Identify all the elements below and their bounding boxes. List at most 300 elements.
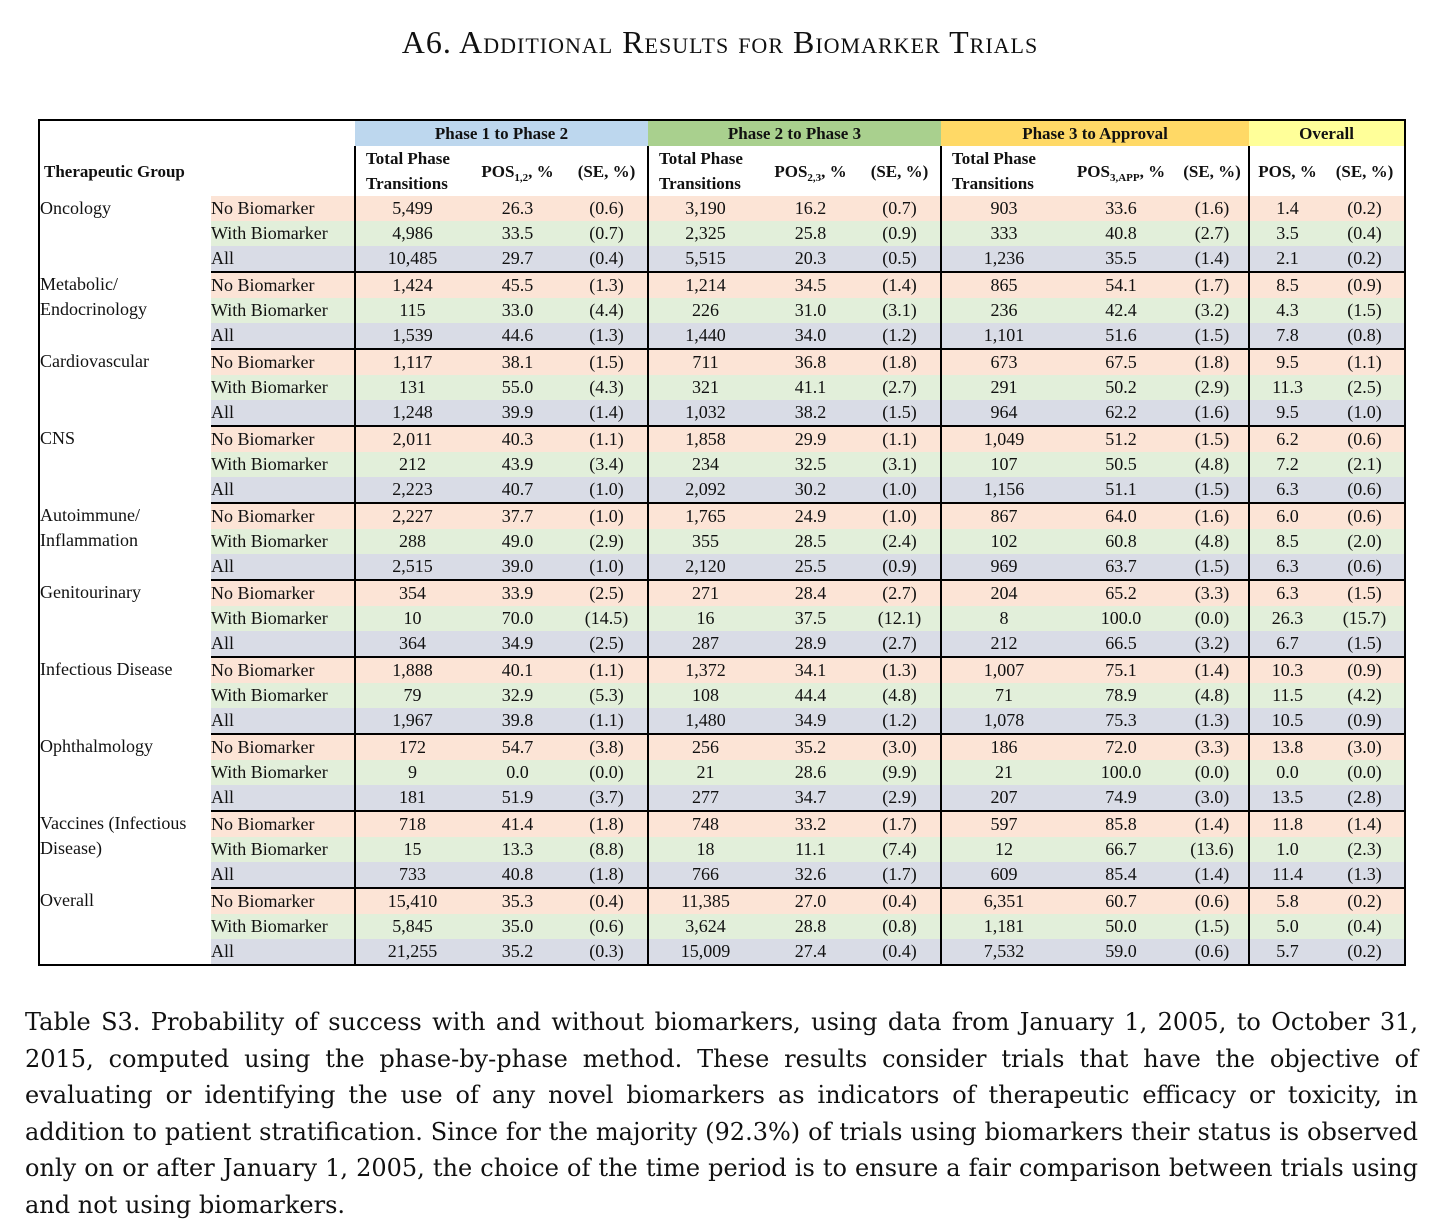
table-cell: 1,181 xyxy=(941,914,1066,939)
table-cell: (4.8) xyxy=(1176,683,1249,708)
table-cell: 72.0 xyxy=(1066,734,1176,760)
therapeutic-group-name: Oncology xyxy=(39,196,211,272)
table-cell: 234 xyxy=(648,452,762,477)
table-cell: (1.5) xyxy=(1176,554,1249,580)
biomarker-status-label: With Biomarker xyxy=(211,452,355,477)
table-cell: 62.2 xyxy=(1066,400,1176,426)
biomarker-status-label: With Biomarker xyxy=(211,914,355,939)
biomarker-status-label: All xyxy=(211,400,355,426)
biomarker-status-label: No Biomarker xyxy=(211,503,355,529)
total-phase-transitions-header: Total Phase Transitions xyxy=(941,146,1066,196)
table-cell: 40.3 xyxy=(469,426,566,452)
table-cell: 34.9 xyxy=(469,631,566,657)
therapeutic-group-name: Genitourinary xyxy=(39,580,211,657)
table-cell: 5,845 xyxy=(355,914,469,939)
table-cell: 45.5 xyxy=(469,272,566,298)
table-cell: (1.5) xyxy=(1176,477,1249,503)
table-cell: 43.9 xyxy=(469,452,566,477)
table-cell: (0.6) xyxy=(1176,888,1249,914)
table-cell: 39.9 xyxy=(469,400,566,426)
table-cell: 204 xyxy=(941,580,1066,606)
table-cell: 15,410 xyxy=(355,888,469,914)
table-cell: 1,032 xyxy=(648,400,762,426)
table-cell: 2,120 xyxy=(648,554,762,580)
table-cell: 27.4 xyxy=(762,939,859,965)
table-cell: 50.5 xyxy=(1066,452,1176,477)
table-cell: 26.3 xyxy=(1249,606,1325,631)
table-cell: 1,156 xyxy=(941,477,1066,503)
table-cell: (1.2) xyxy=(859,323,941,349)
table-cell: 867 xyxy=(941,503,1066,529)
table-cell: (0.9) xyxy=(859,554,941,580)
table-cell: 186 xyxy=(941,734,1066,760)
table-cell: 131 xyxy=(355,375,469,400)
biomarker-status-label: All xyxy=(211,939,355,965)
table-row xyxy=(39,837,1405,862)
table-cell: 1,078 xyxy=(941,708,1066,734)
table-cell: (1.1) xyxy=(859,426,941,452)
table-row xyxy=(39,452,1405,477)
table-cell: (2.9) xyxy=(1176,375,1249,400)
table-cell: 1,236 xyxy=(941,246,1066,272)
table-cell: 865 xyxy=(941,272,1066,298)
table-cell: 33.5 xyxy=(469,221,566,246)
table-cell: 35.0 xyxy=(469,914,566,939)
table-cell: 733 xyxy=(355,862,469,888)
table-cell: (2.7) xyxy=(859,375,941,400)
total-phase-transitions-header: Total Phase Transitions xyxy=(648,146,762,196)
table-cell: 54.1 xyxy=(1066,272,1176,298)
table-row xyxy=(39,246,1405,272)
table-cell: 8.5 xyxy=(1249,272,1325,298)
table-cell: (2.4) xyxy=(859,529,941,554)
table-cell: 15,009 xyxy=(648,939,762,965)
table-cell: 35.2 xyxy=(469,939,566,965)
table-cell: (0.8) xyxy=(1325,323,1405,349)
table-row xyxy=(39,657,1405,683)
table-cell: 11,385 xyxy=(648,888,762,914)
table-cell: 3,190 xyxy=(648,196,762,221)
table-cell: 32.6 xyxy=(762,862,859,888)
pos-header: $POS_{1,2}$, % xyxy=(481,161,554,184)
table-cell: 1,101 xyxy=(941,323,1066,349)
table-row xyxy=(39,323,1405,349)
table-cell: 21,255 xyxy=(355,939,469,965)
biomarker-status-label: All xyxy=(211,554,355,580)
table-cell: 5.0 xyxy=(1249,914,1325,939)
table-cell: 6.3 xyxy=(1249,554,1325,580)
table-row xyxy=(39,554,1405,580)
table-row xyxy=(39,760,1405,785)
table-cell: 0.0 xyxy=(469,760,566,785)
table-row xyxy=(39,683,1405,708)
therapeutic-group-name: Vaccines (Infectious Disease) xyxy=(39,811,211,888)
table-cell: 44.4 xyxy=(762,683,859,708)
table-row xyxy=(39,914,1405,939)
table-cell: (1.3) xyxy=(859,657,941,683)
table-cell: 25.8 xyxy=(762,221,859,246)
table-cell: (3.2) xyxy=(1176,631,1249,657)
biomarker-status-label: No Biomarker xyxy=(211,580,355,606)
table-cell: (0.2) xyxy=(1325,246,1405,272)
pos-header: $POS_{3,APP}$, % xyxy=(1076,161,1166,184)
table-cell: (0.9) xyxy=(1325,708,1405,734)
table-row xyxy=(39,196,1405,221)
biomarker-status-label: All xyxy=(211,631,355,657)
table-cell: (4.8) xyxy=(1176,529,1249,554)
biomarker-status-label: No Biomarker xyxy=(211,349,355,375)
table-cell: 60.7 xyxy=(1066,888,1176,914)
table-cell: 60.8 xyxy=(1066,529,1176,554)
table-cell: 79 xyxy=(355,683,469,708)
table-cell: 34.9 xyxy=(762,708,859,734)
table-cell: 100.0 xyxy=(1066,760,1176,785)
table-cell: 18 xyxy=(648,837,762,862)
table-cell: 226 xyxy=(648,298,762,323)
table-cell: (0.6) xyxy=(1176,939,1249,965)
table-cell: 2,325 xyxy=(648,221,762,246)
table-cell: 66.7 xyxy=(1066,837,1176,862)
table-cell: (3.1) xyxy=(859,452,941,477)
table-cell: (2.3) xyxy=(1325,837,1405,862)
table-cell: (2.5) xyxy=(566,631,648,657)
se-header: (SE, %) xyxy=(577,161,636,181)
biomarker-status-label: All xyxy=(211,246,355,272)
table-cell: 748 xyxy=(648,811,762,837)
table-cell: (1.7) xyxy=(1176,272,1249,298)
table-cell: (1.6) xyxy=(1176,196,1249,221)
se-header: (SE, %) xyxy=(1183,161,1241,181)
table-cell: (1.5) xyxy=(1176,323,1249,349)
table-cell: 11.5 xyxy=(1249,683,1325,708)
table-cell: 36.8 xyxy=(762,349,859,375)
table-cell: 38.2 xyxy=(762,400,859,426)
biomarker-status-label: All xyxy=(211,477,355,503)
table-row xyxy=(39,631,1405,657)
results-table xyxy=(38,119,1406,966)
table-cell: 13.8 xyxy=(1249,734,1325,760)
table-cell: (1.1) xyxy=(566,708,648,734)
table-cell: (1.0) xyxy=(566,554,648,580)
table-cell: 34.1 xyxy=(762,657,859,683)
table-cell: 28.8 xyxy=(762,914,859,939)
table-cell: 75.3 xyxy=(1066,708,1176,734)
table-cell: (1.5) xyxy=(1325,631,1405,657)
table-cell: 364 xyxy=(355,631,469,657)
table-cell: 37.7 xyxy=(469,503,566,529)
therapeutic-group-name: Overall xyxy=(39,888,211,965)
table-row xyxy=(39,272,1405,298)
table-cell: (4.4) xyxy=(566,298,648,323)
table-cell: 40.8 xyxy=(1066,221,1176,246)
table-cell: (13.6) xyxy=(1176,837,1249,862)
table-cell: (0.4) xyxy=(859,888,941,914)
therapeutic-group-name: Metabolic/ Endocrinology xyxy=(39,272,211,349)
table-cell: (7.4) xyxy=(859,837,941,862)
biomarker-status-label: All xyxy=(211,785,355,811)
pos-overall-header: POS, % xyxy=(1249,146,1325,196)
table-cell: 41.1 xyxy=(762,375,859,400)
table-cell: 41.4 xyxy=(469,811,566,837)
table-cell: 32.9 xyxy=(469,683,566,708)
table-cell: 1.0 xyxy=(1249,837,1325,862)
table-cell: 6.3 xyxy=(1249,580,1325,606)
table-cell: 11.4 xyxy=(1249,862,1325,888)
table-cell: 63.7 xyxy=(1066,554,1176,580)
table-cell: 277 xyxy=(648,785,762,811)
table-cell: 766 xyxy=(648,862,762,888)
table-cell: 70.0 xyxy=(469,606,566,631)
table-cell: 291 xyxy=(941,375,1066,400)
table-cell: (1.4) xyxy=(566,400,648,426)
table-cell: (0.7) xyxy=(566,221,648,246)
table-cell: (0.9) xyxy=(1325,272,1405,298)
table-row xyxy=(39,606,1405,631)
table-cell: 1,214 xyxy=(648,272,762,298)
therapeutic-group-header: Therapeutic Group xyxy=(44,161,185,181)
phase-1-to-2-header: Phase 1 to Phase 2 xyxy=(355,120,648,146)
table-cell: 31.0 xyxy=(762,298,859,323)
table-cell: 8.5 xyxy=(1249,529,1325,554)
table-cell: (0.5) xyxy=(859,246,941,272)
table-cell: (1.3) xyxy=(1176,708,1249,734)
table-cell: 11.1 xyxy=(762,837,859,862)
table-cell: (0.8) xyxy=(859,914,941,939)
table-cell: 21 xyxy=(648,760,762,785)
table-cell: (2.7) xyxy=(1176,221,1249,246)
biomarker-status-label: No Biomarker xyxy=(211,734,355,760)
table-cell: (14.5) xyxy=(566,606,648,631)
table-cell: (1.4) xyxy=(1325,811,1405,837)
table-cell: (0.4) xyxy=(566,888,648,914)
pos-header: $POS_{2,3}$, % xyxy=(774,161,847,184)
table-cell: 29.7 xyxy=(469,246,566,272)
table-cell: 21 xyxy=(941,760,1066,785)
table-cell: 1,858 xyxy=(648,426,762,452)
table-cell: 42.4 xyxy=(1066,298,1176,323)
table-cell: 39.0 xyxy=(469,554,566,580)
table-cell: (1.8) xyxy=(1176,349,1249,375)
table-cell: (1.5) xyxy=(1325,298,1405,323)
table-cell: 37.5 xyxy=(762,606,859,631)
table-cell: (4.3) xyxy=(566,375,648,400)
table-cell: (0.6) xyxy=(1325,554,1405,580)
table-cell: (2.0) xyxy=(1325,529,1405,554)
biomarker-status-label: No Biomarker xyxy=(211,811,355,837)
table-cell: 26.3 xyxy=(469,196,566,221)
table-cell: 1,440 xyxy=(648,323,762,349)
table-cell: 29.9 xyxy=(762,426,859,452)
table-cell: 6,351 xyxy=(941,888,1066,914)
table-cell: (0.4) xyxy=(1325,914,1405,939)
table-cell: 2,227 xyxy=(355,503,469,529)
table-cell: (3.8) xyxy=(566,734,648,760)
table-cell: (1.2) xyxy=(859,708,941,734)
table-cell: 55.0 xyxy=(469,375,566,400)
table-cell: 25.5 xyxy=(762,554,859,580)
table-cell: 28.4 xyxy=(762,580,859,606)
table-cell: (4.8) xyxy=(859,683,941,708)
table-body xyxy=(39,196,1405,965)
table-cell: (1.3) xyxy=(566,272,648,298)
table-cell: 13.3 xyxy=(469,837,566,862)
table-cell: 1,372 xyxy=(648,657,762,683)
table-cell: 5,499 xyxy=(355,196,469,221)
table-cell: 1,539 xyxy=(355,323,469,349)
table-cell: (1.1) xyxy=(566,657,648,683)
table-cell: (0.9) xyxy=(1325,657,1405,683)
table-cell: (0.4) xyxy=(1325,221,1405,246)
table-cell: (1.0) xyxy=(566,477,648,503)
table-cell: 7,532 xyxy=(941,939,1066,965)
table-cell: (1.5) xyxy=(1176,914,1249,939)
table-cell: 40.8 xyxy=(469,862,566,888)
table-cell: (1.4) xyxy=(1176,811,1249,837)
table-cell: 34.5 xyxy=(762,272,859,298)
table-cell: 4,986 xyxy=(355,221,469,246)
table-cell: (4.8) xyxy=(1176,452,1249,477)
biomarker-status-label: With Biomarker xyxy=(211,298,355,323)
table-cell: 30.2 xyxy=(762,477,859,503)
table-row xyxy=(39,888,1405,914)
table-cell: 6.7 xyxy=(1249,631,1325,657)
table-cell: 969 xyxy=(941,554,1066,580)
table-cell: 85.4 xyxy=(1066,862,1176,888)
table-cell: 28.9 xyxy=(762,631,859,657)
table-cell: (3.4) xyxy=(566,452,648,477)
table-cell: (1.8) xyxy=(566,811,648,837)
table-cell: 609 xyxy=(941,862,1066,888)
table-cell: (2.9) xyxy=(859,785,941,811)
table-cell: (1.0) xyxy=(1325,400,1405,426)
biomarker-status-label: With Biomarker xyxy=(211,375,355,400)
table-cell: 102 xyxy=(941,529,1066,554)
therapeutic-group-name: Cardiovascular xyxy=(39,349,211,426)
table-cell: 67.5 xyxy=(1066,349,1176,375)
table-cell: (9.9) xyxy=(859,760,941,785)
table-cell: 51.2 xyxy=(1066,426,1176,452)
table-cell: 12 xyxy=(941,837,1066,862)
table-row xyxy=(39,400,1405,426)
biomarker-status-label: With Biomarker xyxy=(211,606,355,631)
table-cell: 236 xyxy=(941,298,1066,323)
table-cell: (3.7) xyxy=(566,785,648,811)
table-cell: (1.3) xyxy=(566,323,648,349)
table-cell: (1.0) xyxy=(566,503,648,529)
table-cell: 4.3 xyxy=(1249,298,1325,323)
table-cell: (2.7) xyxy=(859,580,941,606)
biomarker-status-label: All xyxy=(211,708,355,734)
table-cell: 51.1 xyxy=(1066,477,1176,503)
table-cell: 38.1 xyxy=(469,349,566,375)
biomarker-status-label: No Biomarker xyxy=(211,196,355,221)
table-cell: 27.0 xyxy=(762,888,859,914)
table-cell: 271 xyxy=(648,580,762,606)
table-cell: 11.8 xyxy=(1249,811,1325,837)
table-cell: (2.5) xyxy=(566,580,648,606)
therapeutic-group-name: Autoimmune/ Inflammation xyxy=(39,503,211,580)
table-cell: (2.8) xyxy=(1325,785,1405,811)
table-cell: 2,092 xyxy=(648,477,762,503)
biomarker-status-label: No Biomarker xyxy=(211,657,355,683)
biomarker-status-label: With Biomarker xyxy=(211,683,355,708)
table-cell: 1.4 xyxy=(1249,196,1325,221)
table-cell: 74.9 xyxy=(1066,785,1176,811)
biomarker-status-label: With Biomarker xyxy=(211,529,355,554)
table-cell: (0.6) xyxy=(1325,503,1405,529)
table-cell: 59.0 xyxy=(1066,939,1176,965)
table-cell: 1,248 xyxy=(355,400,469,426)
table-cell: 1,967 xyxy=(355,708,469,734)
table-cell: 115 xyxy=(355,298,469,323)
table-cell: 39.8 xyxy=(469,708,566,734)
table-cell: (0.2) xyxy=(1325,888,1405,914)
therapeutic-group-name: Infectious Disease xyxy=(39,657,211,734)
biomarker-status-label: No Biomarker xyxy=(211,426,355,452)
section-title: A6. Additional Results for Biomarker Trials xyxy=(401,24,1039,60)
table-cell: 181 xyxy=(355,785,469,811)
table-cell: 32.5 xyxy=(762,452,859,477)
table-cell: 1,424 xyxy=(355,272,469,298)
phase-header-row xyxy=(39,120,1405,146)
table-cell: 333 xyxy=(941,221,1066,246)
table-row xyxy=(39,426,1405,452)
table-cell: 597 xyxy=(941,811,1066,837)
table-cell: 54.7 xyxy=(469,734,566,760)
table-cell: 33.6 xyxy=(1066,196,1176,221)
table-cell: 6.0 xyxy=(1249,503,1325,529)
table-cell: 3.5 xyxy=(1249,221,1325,246)
table-cell: (0.0) xyxy=(566,760,648,785)
table-cell: (0.4) xyxy=(859,939,941,965)
table-cell: (0.2) xyxy=(1325,196,1405,221)
table-row xyxy=(39,580,1405,606)
table-cell: 33.2 xyxy=(762,811,859,837)
table-cell: 40.7 xyxy=(469,477,566,503)
table-cell: 1,765 xyxy=(648,503,762,529)
table-cell: (3.0) xyxy=(859,734,941,760)
total-phase-transitions-header: Total Phase Transitions xyxy=(355,146,469,196)
table-cell: (0.6) xyxy=(566,196,648,221)
table-cell: (0.2) xyxy=(1325,939,1405,965)
table-cell: 1,049 xyxy=(941,426,1066,452)
table-cell: 711 xyxy=(648,349,762,375)
table-cell: 903 xyxy=(941,196,1066,221)
table-cell: 35.2 xyxy=(762,734,859,760)
table-cell: (1.5) xyxy=(1325,580,1405,606)
table-row xyxy=(39,708,1405,734)
table-cell: 6.3 xyxy=(1249,477,1325,503)
therapeutic-group-name: CNS xyxy=(39,426,211,503)
table-cell: 75.1 xyxy=(1066,657,1176,683)
table-cell: (1.1) xyxy=(1325,349,1405,375)
table-cell: 5.7 xyxy=(1249,939,1325,965)
table-cell: (3.1) xyxy=(859,298,941,323)
table-cell: (1.0) xyxy=(859,477,941,503)
table-cell: (1.5) xyxy=(1176,426,1249,452)
table-cell: (2.9) xyxy=(566,529,648,554)
table-cell: 16 xyxy=(648,606,762,631)
table-cell: (0.6) xyxy=(566,914,648,939)
table-row xyxy=(39,349,1405,375)
table-cell: 10,485 xyxy=(355,246,469,272)
table-cell: (1.5) xyxy=(566,349,648,375)
table-row xyxy=(39,503,1405,529)
table-cell: 673 xyxy=(941,349,1066,375)
table-cell: 44.6 xyxy=(469,323,566,349)
phase-2-to-3-header: Phase 2 to Phase 3 xyxy=(648,120,941,146)
table-cell: (0.0) xyxy=(1176,606,1249,631)
